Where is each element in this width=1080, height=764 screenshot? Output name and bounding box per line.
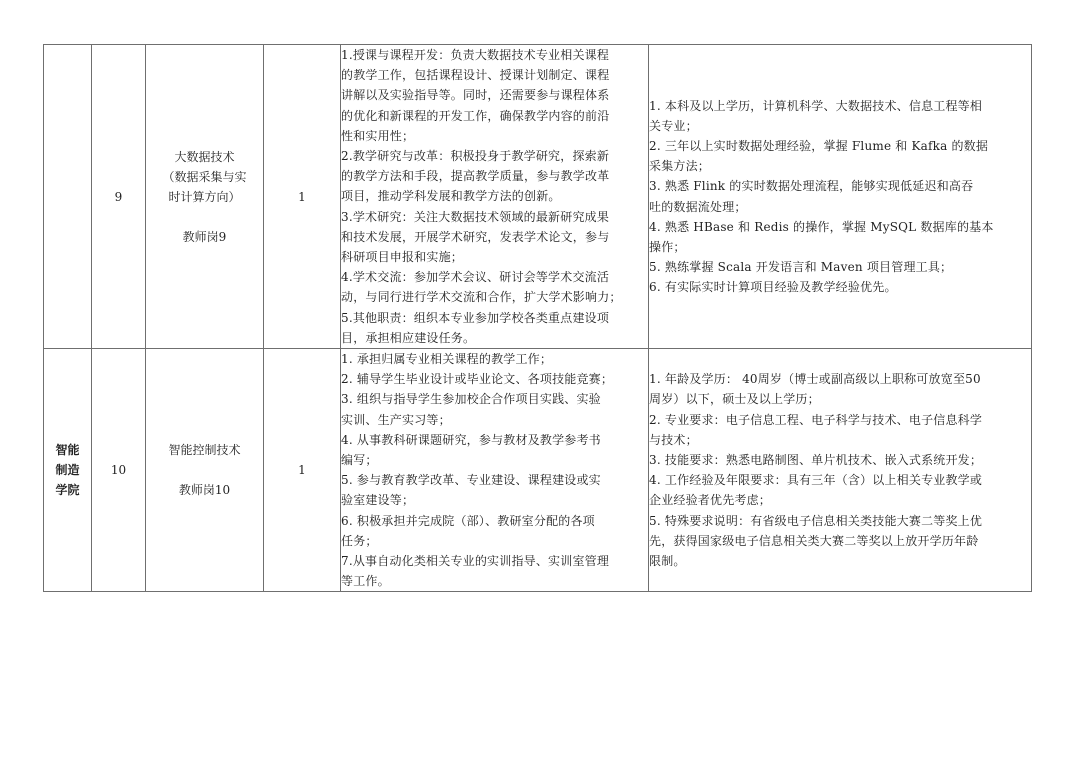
duty-line: 动，与同行进行学术交流和合作，扩大学术影响力；: [341, 290, 622, 305]
requirement-line: 1. 本科及以上学历，计算机科学、大数据技术、信息工程等相: [649, 98, 983, 113]
duty-line: 3. 组织与指导学生参加校企合作项目实践、实验: [341, 392, 601, 407]
position-number: 9: [92, 45, 146, 349]
table-row: [44, 349, 1032, 592]
requirement-line: 3. 技能要求：熟悉电路制图、单片机技术、嵌入式系统开发；: [649, 453, 983, 468]
requirement-line: 吐的数据流处理；: [649, 199, 747, 214]
requirement-line: 采集方法；: [649, 159, 711, 174]
post-name-line: （数据采集与实: [162, 169, 247, 184]
requirement-line: 先，获得国家级电子信息相关类大赛二等奖以上放开学历年龄: [649, 533, 979, 548]
table-row: [44, 45, 1032, 349]
requirement-line: 4. 工作经验及年限要求：具有三年（含）以上相关专业教学或: [649, 473, 983, 488]
duty-line: 1. 承担归属专业相关课程的教学工作；: [341, 352, 553, 367]
post-cell: [146, 349, 264, 592]
requirements-cell: [649, 349, 1032, 592]
duty-line: 5. 参与教育教学改革、专业建设、课程建设或实: [341, 473, 601, 488]
college-name: 智能制造学院: [55, 443, 80, 498]
requirement-line: 周岁）以下，硕士及以上学历；: [649, 392, 820, 407]
duty-line: 和技术发展，开展学术研究，发表学术论文，参与: [341, 229, 610, 244]
duty-line: 3.学术研究：关注大数据技术领域的最新研究成果: [341, 209, 610, 224]
post-name-line: 大数据技术: [174, 149, 235, 164]
requirement-line: 操作；: [649, 239, 686, 254]
college-cell: [44, 45, 92, 349]
duty-line: 2.教学研究与改革：积极投身于教学研究，探索新: [341, 149, 610, 164]
post-name-line: 智能控制技术: [168, 443, 241, 458]
duty-line: 2. 辅导学生毕业设计或毕业论文、各项技能竞赛；: [341, 372, 614, 387]
post-code: 教师岗10: [178, 483, 231, 498]
post-spacer: [146, 207, 263, 227]
duty-line: 任务；: [341, 533, 378, 548]
duty-line: 5.其他职责：组织本专业参加学校各类重点建设项: [341, 310, 610, 325]
duty-line: 7.从事自动化类相关专业的实训指导、实训室管理: [341, 554, 610, 569]
requirement-line: 4. 熟悉 HBase 和 Redis 的操作，掌握 MySQL 数据库的基本: [649, 219, 994, 234]
requirement-line: 6. 有实际实时计算项目经验及教学经验优先。: [649, 280, 897, 295]
requirement-line: 3. 熟悉 Flink 的实时数据处理流程，能够实现低延迟和高吞: [649, 179, 974, 194]
requirement-line: 5. 熟练掌握 Scala 开发语言和 Maven 项目管理工具；: [649, 260, 953, 275]
requirement-line: 2. 专业要求：电子信息工程、电子科学与技术、电子信息科学: [649, 412, 983, 427]
recruitment-table: [43, 44, 1032, 592]
position-number: 10: [92, 349, 146, 592]
post-cell: [146, 45, 264, 349]
duty-line: 项目，推动学科发展和教学方法的创新。: [341, 189, 561, 204]
duty-line: 编写；: [341, 453, 378, 468]
duty-line: 讲解以及实验指导等。同时，还需要参与课程体系: [341, 88, 610, 103]
duty-line: 1.授课与课程开发：负责大数据技术专业相关课程: [341, 48, 610, 62]
requirement-line: 1. 年龄及学历： 40周岁（博士或副高级以上职称可放宽至50: [649, 372, 981, 387]
duties-cell: [341, 45, 649, 349]
hiring-count: 1: [264, 45, 341, 349]
duty-line: 验室建设等；: [341, 493, 415, 508]
requirement-line: 5. 特殊要求说明：有省级电子信息相关类技能大赛二等奖上优: [649, 513, 983, 528]
duty-line: 目，承担相应建设任务。: [341, 330, 476, 345]
duty-line: 的教学方法和手段，提高教学质量，参与教学改革: [341, 169, 610, 184]
duty-line: 实训、生产实习等；: [341, 412, 451, 427]
duty-line: 等工作。: [341, 574, 390, 589]
duty-line: 科研项目申报和实施；: [341, 250, 464, 265]
duty-line: 6. 积极承担并完成院（部）、教研室分配的各项: [341, 513, 595, 528]
duty-line: 4.学术交流：参加学术会议、研讨会等学术交流活: [341, 270, 610, 285]
hiring-count: 1: [264, 349, 341, 592]
post-code: 教师岗9: [182, 229, 227, 244]
post-spacer: [146, 460, 263, 480]
requirement-line: 2. 三年以上实时数据处理经验，掌握 Flume 和 Kafka 的数据: [649, 138, 989, 153]
requirement-line: 关专业；: [649, 118, 698, 133]
requirement-line: 限制。: [649, 554, 686, 569]
post-name-line: 时计算方向）: [168, 189, 241, 204]
requirement-line: 与技术；: [649, 432, 698, 447]
duty-line: 性和实用性；: [341, 128, 415, 143]
college-cell: [44, 349, 92, 592]
duty-line: 的教学工作，包括课程设计、授课计划制定、课程: [341, 68, 610, 83]
requirements-cell: [649, 45, 1032, 349]
duty-line: 4. 从事教科研课题研究，参与教材及教学参考书: [341, 432, 601, 447]
requirement-line: 企业经验者优先考虑；: [649, 493, 772, 508]
duty-line: 的优化和新课程的开发工作，确保教学内容的前沿: [341, 108, 610, 123]
duties-cell: [341, 349, 649, 592]
